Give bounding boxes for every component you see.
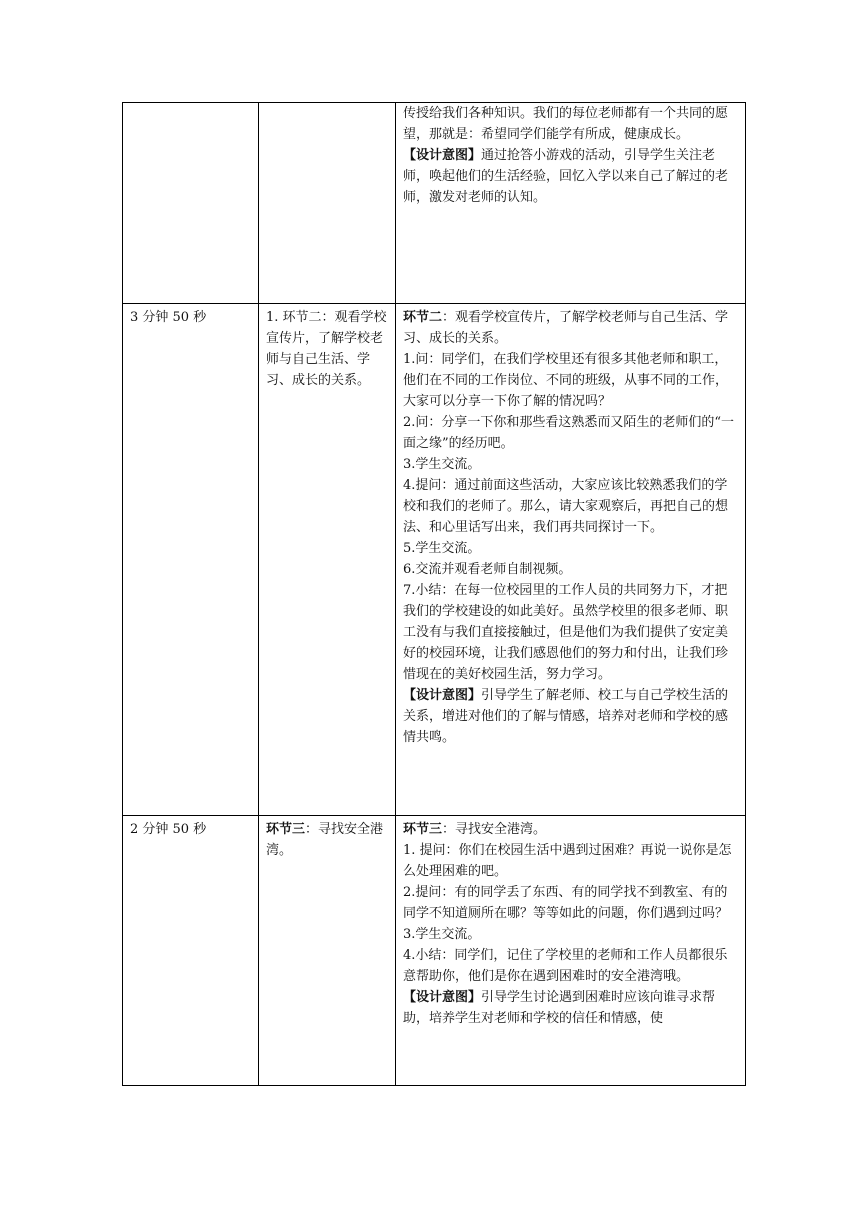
text-run: 4.提问：通过前面这些活动，大家应该比较熟悉我们的学校和我们的老师了。那么，请大家观察后，再把自己的想法、和心里话写出来，我们再共同探讨一下。 (403, 478, 729, 535)
lesson-plan-table (122, 102, 746, 1086)
time-cell: 3 分钟 50 秒 (123, 304, 259, 816)
text-run: 通过抢答小游戏的活动，引导学生关注老师，唤起他们的生活经验，回忆入学以来自己了解过的老师，激发对老师的认知。 (403, 148, 729, 205)
paragraph (403, 559, 738, 580)
paragraph (403, 454, 738, 475)
text-run: 引导学生了解老师、校工与自己学校生活的关系，增进对他们的了解与情感，培养对老师和学校的感情共鸣。 (403, 688, 729, 745)
text-run: 1.问：同学们，在我们学校里还有很多其他老师和职工，他们在不同的工作岗位、不同的班级，从事不同的工作，大家可以分享一下你了解的情况吗？ (403, 352, 729, 409)
paragraph (403, 103, 738, 145)
text-run: 2.问：分享一下你和那些看这熟悉而又陌生的老师们的“一面之缘”的经历吧。 (403, 415, 735, 451)
time-cell (123, 103, 259, 304)
content-cell (396, 304, 746, 816)
bold-label: 【设计意图】 (403, 148, 482, 163)
table-row (123, 103, 746, 304)
table-row (123, 816, 746, 1086)
paragraph (403, 840, 738, 882)
text-run: 2.提问：有的同学丢了东西、有的同学找不到教室、有的同学不知道厕所在哪？等等如此的问题，你们遇到过吗？ (403, 885, 729, 921)
text-run: ：寻找安全港湾。 (442, 822, 547, 837)
paragraph (403, 349, 738, 412)
text-run: ：观看学校宣传片，了解学校老师与自己生活、学习、成长的关系。 (403, 310, 729, 346)
paragraph (403, 882, 738, 924)
paragraph (403, 945, 738, 987)
paragraph (403, 538, 738, 559)
paragraph (403, 145, 738, 208)
stage-cell (259, 816, 396, 1086)
content-cell (396, 816, 746, 1086)
paragraph (403, 924, 738, 945)
text-run: 传授给我们各种知识。我们的每位老师都有一个共同的愿望，那就是：希望同学们能学有所成，健康成长。 (403, 106, 729, 142)
bold-label: 【设计意图】 (403, 688, 482, 703)
bold-label: 环节三 (403, 822, 443, 837)
text-run: ：寻找安全港湾。 (266, 822, 384, 858)
text-run: 7.小结：在每一位校园里的工作人员的共同努力下，才把我们的学校建设的如此美好。虽然学校里的很多老师、职工没有与我们直接接触过，但是他们为我们提供了安定美好的校园环境，让我们感恩他们的努力和付出，让我们珍惜现在的美好校园生活，努力学习。 (403, 583, 729, 682)
paragraph (403, 412, 738, 454)
paragraph (403, 580, 738, 685)
bold-label: 【设计意图】 (403, 990, 482, 1005)
paragraph (403, 819, 738, 840)
text-run: 3.学生交流。 (403, 457, 481, 472)
paragraph (403, 307, 738, 349)
bold-label: 环节三 (266, 822, 306, 837)
paragraph (403, 685, 738, 748)
text-run: 3.学生交流。 (403, 927, 481, 942)
table-row (123, 304, 746, 816)
paragraph (403, 475, 738, 538)
text-run: 1. 提问：你们在校园生活中遇到过困难？再说一说你是怎么处理困难的吧。 (403, 843, 732, 879)
text-run: 1. 环节二：观看学校宣传片，了解学校老师与自己生活、学习、成长的关系。 (266, 310, 387, 388)
text-run: 引导学生讨论遇到困难时应该向谁寻求帮助，培养学生对老师和学校的信任和情感，使 (403, 990, 716, 1026)
text-run: 4.小结：同学们，记住了学校里的老师和工作人员都很乐意帮助你，他们是你在遇到困难时的安全港湾哦。 (403, 948, 728, 984)
stage-cell (259, 103, 396, 304)
stage-cell (259, 304, 396, 816)
content-cell (396, 103, 746, 304)
bold-label: 环节二 (403, 310, 443, 325)
paragraph (403, 987, 738, 1029)
text-run: 6.交流并观看老师自制视频。 (403, 562, 572, 577)
text-run: 5.学生交流。 (403, 541, 481, 556)
time-cell: 2 分钟 50 秒 (123, 816, 259, 1086)
